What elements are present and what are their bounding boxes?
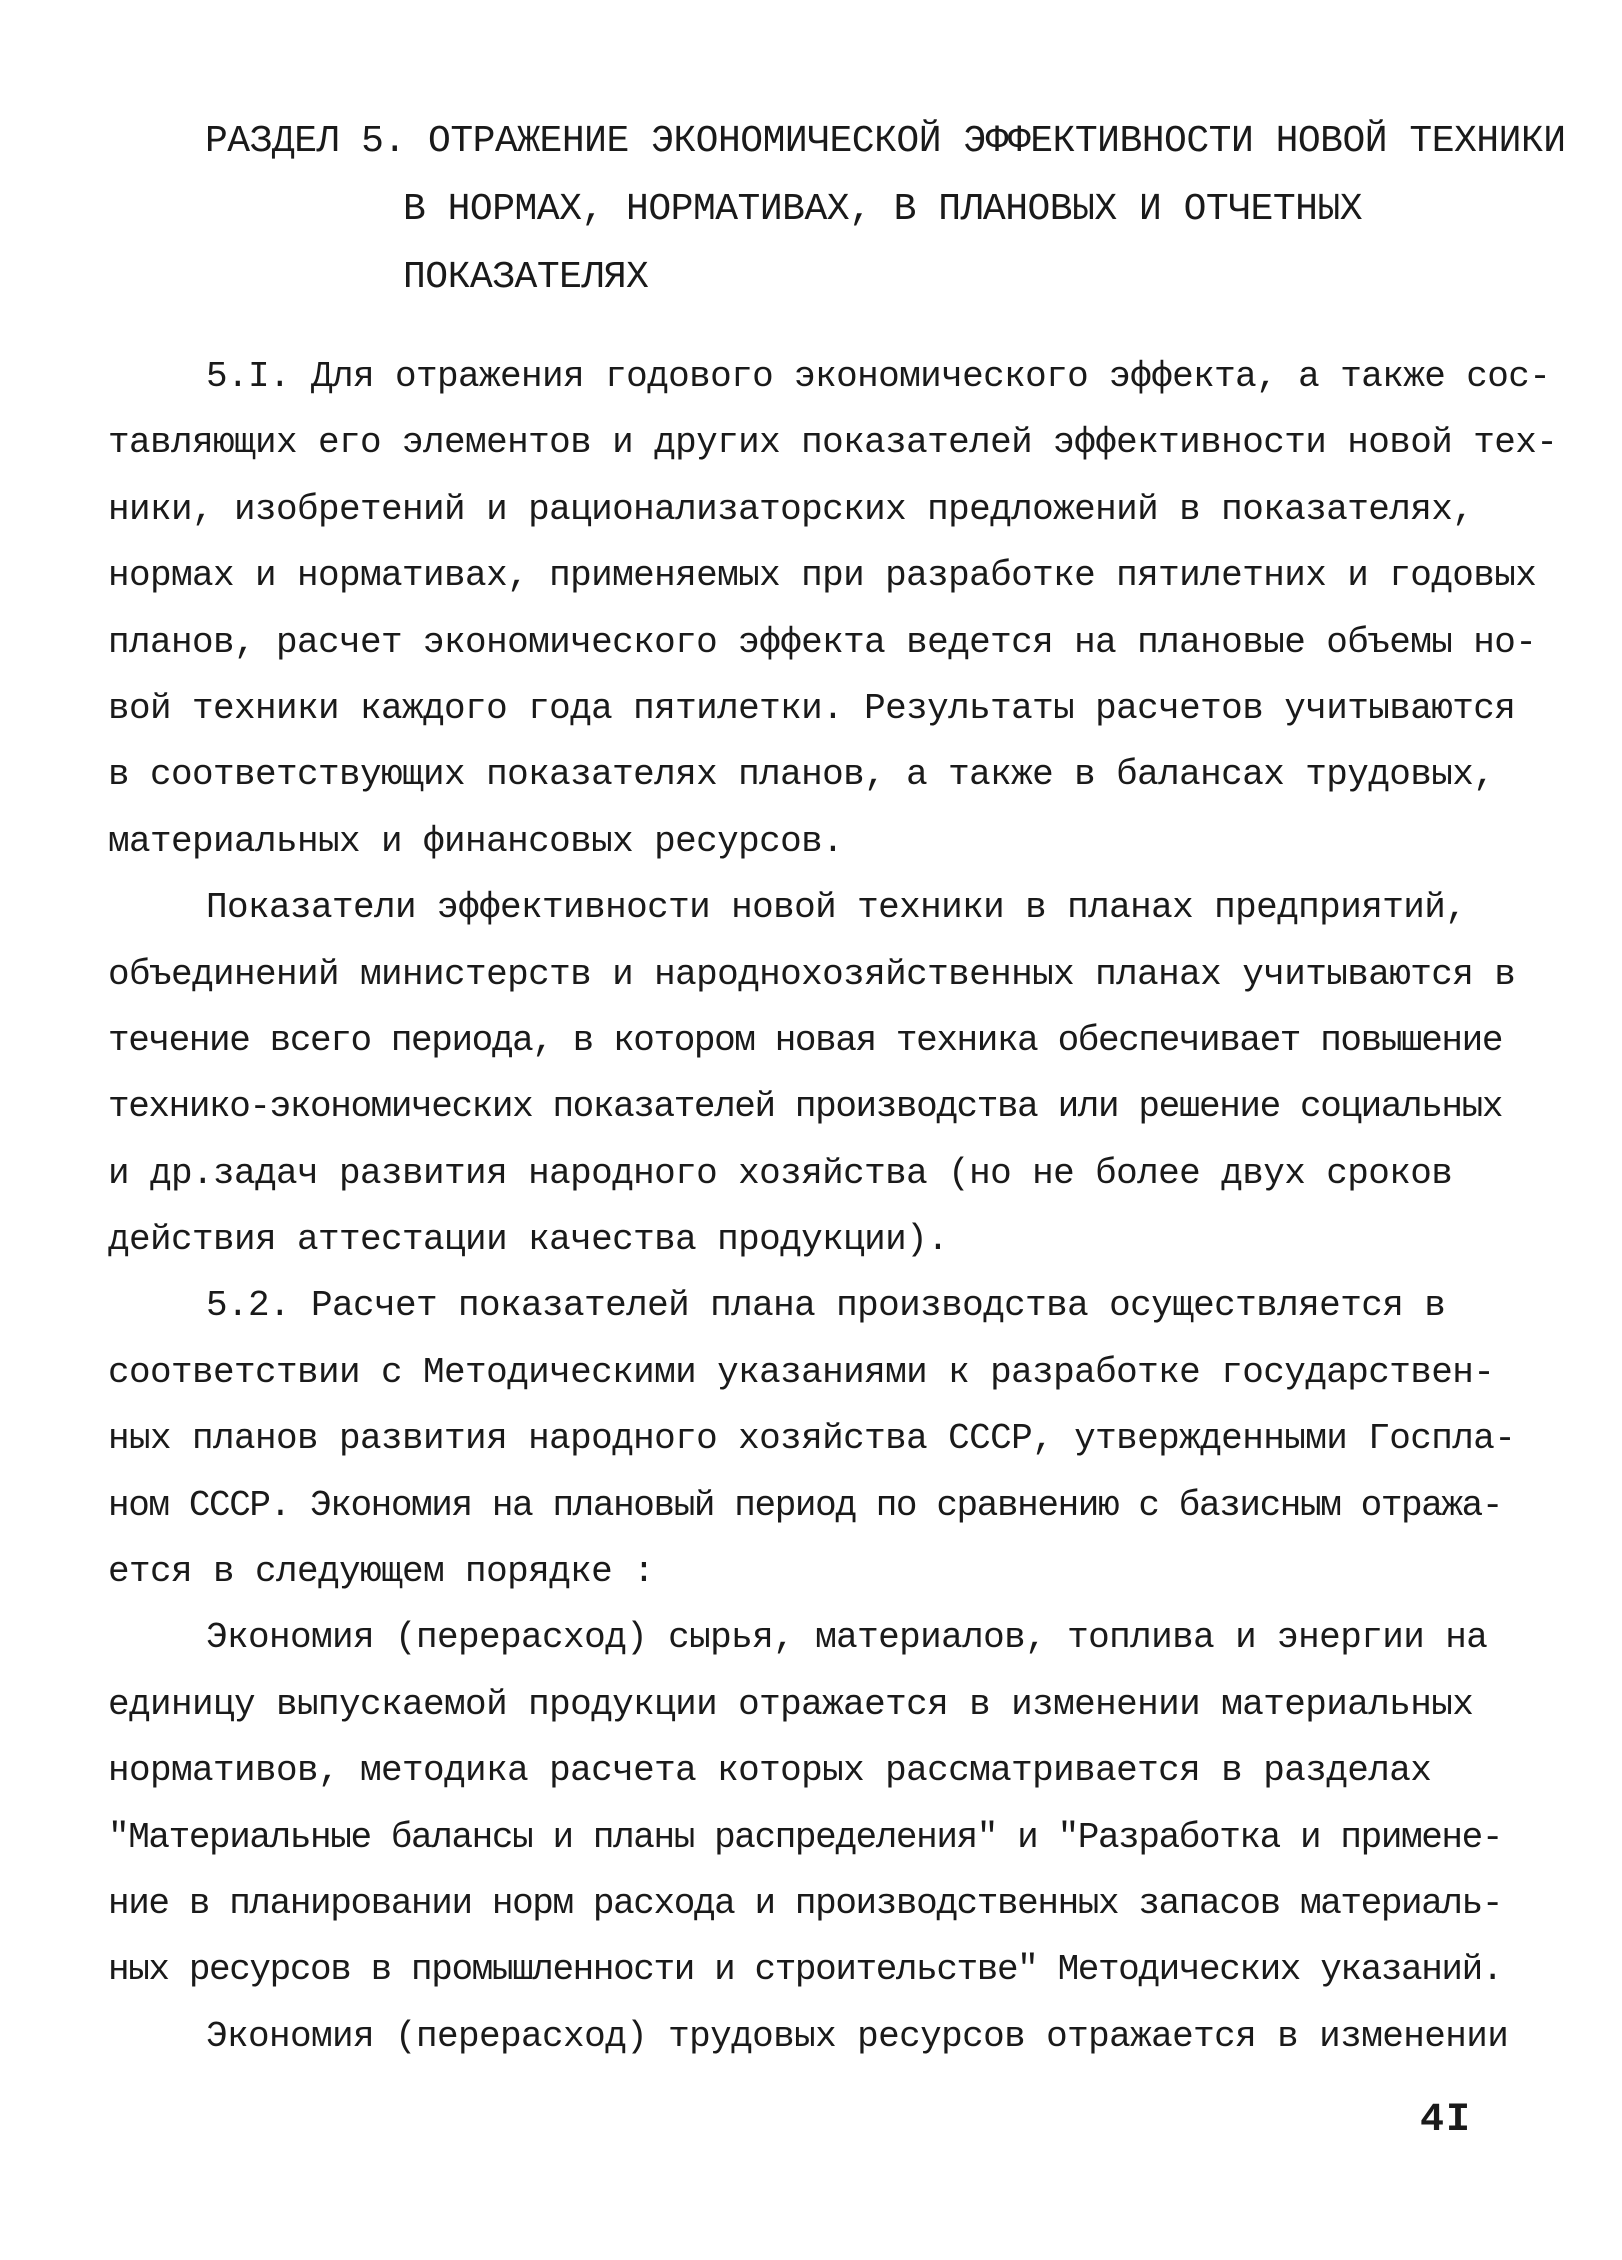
paragraph-5-2-line: ется в следующем порядке : — [108, 1551, 655, 1593]
paragraph-materials-line: ние в планировании норм расхода и производственных запасов материаль- — [108, 1882, 1503, 1924]
section-heading-line-3: ПОКАЗАТЕЛЯХ — [403, 256, 649, 299]
section-heading — [205, 108, 1566, 312]
paragraph-materials-line: Экономия (перерасход) сырья, материалов, топлива и энергии на — [206, 1617, 1488, 1659]
paragraph-5-1-line: материальных и финансовых ресурсов. — [108, 820, 844, 862]
paragraph-5-1-line: тавляющих его элементов и других показателей эффективности новой тех- — [108, 422, 1558, 464]
paragraph-indicators-line: Показатели эффективности новой техники в планах предприятий, — [206, 887, 1467, 929]
paragraph-5-2-line: ном СССР. Экономия на плановый период по сравнению с базисным отража- — [108, 1484, 1503, 1526]
paragraph-materials-line: единицу выпускаемой продукции отражается в изменении материальных — [108, 1683, 1474, 1725]
section-heading-line-1: РАЗДЕЛ 5. ОТРАЖЕНИЕ ЭКОНОМИЧЕСКОЙ ЭФФЕКТИВНОСТИ НОВОЙ ТЕХНИКИ — [205, 120, 1566, 163]
paragraph-indicators-line: действия аттестации качества продукции). — [108, 1219, 949, 1261]
paragraph-indicators-line: объединений министерств и народнохозяйственных планах учитываются в — [108, 953, 1516, 995]
paragraph-indicators-line: течение всего периода, в котором новая техника обеспечивает повышение — [108, 1019, 1503, 1061]
section-heading-line-2: В НОРМАХ, НОРМАТИВАХ, В ПЛАНОВЫХ И ОТЧЕТНЫХ — [403, 188, 1363, 231]
paragraph-5-1-line: планов, расчет экономического эффекта ведется на плановые объемы но- — [108, 621, 1537, 663]
paragraph-labor-line: Экономия (перерасход) трудовых ресурсов отражается в изменении — [206, 2015, 1509, 2057]
body-text — [108, 344, 1558, 2070]
paragraph-5-1-line: нормах и нормативах, применяемых при разработке пятилетних и годовых — [108, 555, 1537, 597]
paragraph-5-1-line: вой техники каждого года пятилетки. Результаты расчетов учитываются — [108, 687, 1516, 729]
paragraph-materials-line: нормативов, методика расчета которых рассматривается в разделах — [108, 1750, 1432, 1792]
paragraph-5-1-line: 5.I. Для отражения годового экономического эффекта, а также сос- — [206, 356, 1551, 397]
paragraph-materials-line: ных ресурсов в промышленности и строительстве" Методических указаний. — [108, 1949, 1503, 1991]
paragraph-indicators-line: технико-экономических показателей производства или решение социальных — [108, 1086, 1503, 1128]
paragraph-5-1-line: в соответствующих показателях планов, а также в балансах трудовых, — [108, 754, 1495, 796]
paragraph-5-2-line: соответствии с Методическими указаниями к разработке государствен- — [108, 1351, 1495, 1393]
paragraph-5-2-line: 5.2. Расчет показателей плана производства осуществляется в — [206, 1285, 1446, 1327]
page-number: 4I — [1420, 2098, 1473, 2143]
paragraph-indicators-line: и др.задач развития народного хозяйства (но не более двух сроков — [108, 1152, 1453, 1194]
paragraph-materials-line: "Материальные балансы и планы распределения" и "Разработка и примене- — [108, 1816, 1503, 1858]
paragraph-5-2-line: ных планов развития народного хозяйства СССР, утвержденными Госпла- — [108, 1418, 1516, 1460]
paragraph-5-1-line: ники, изобретений и рационализаторских предложений в показателях, — [108, 488, 1474, 530]
